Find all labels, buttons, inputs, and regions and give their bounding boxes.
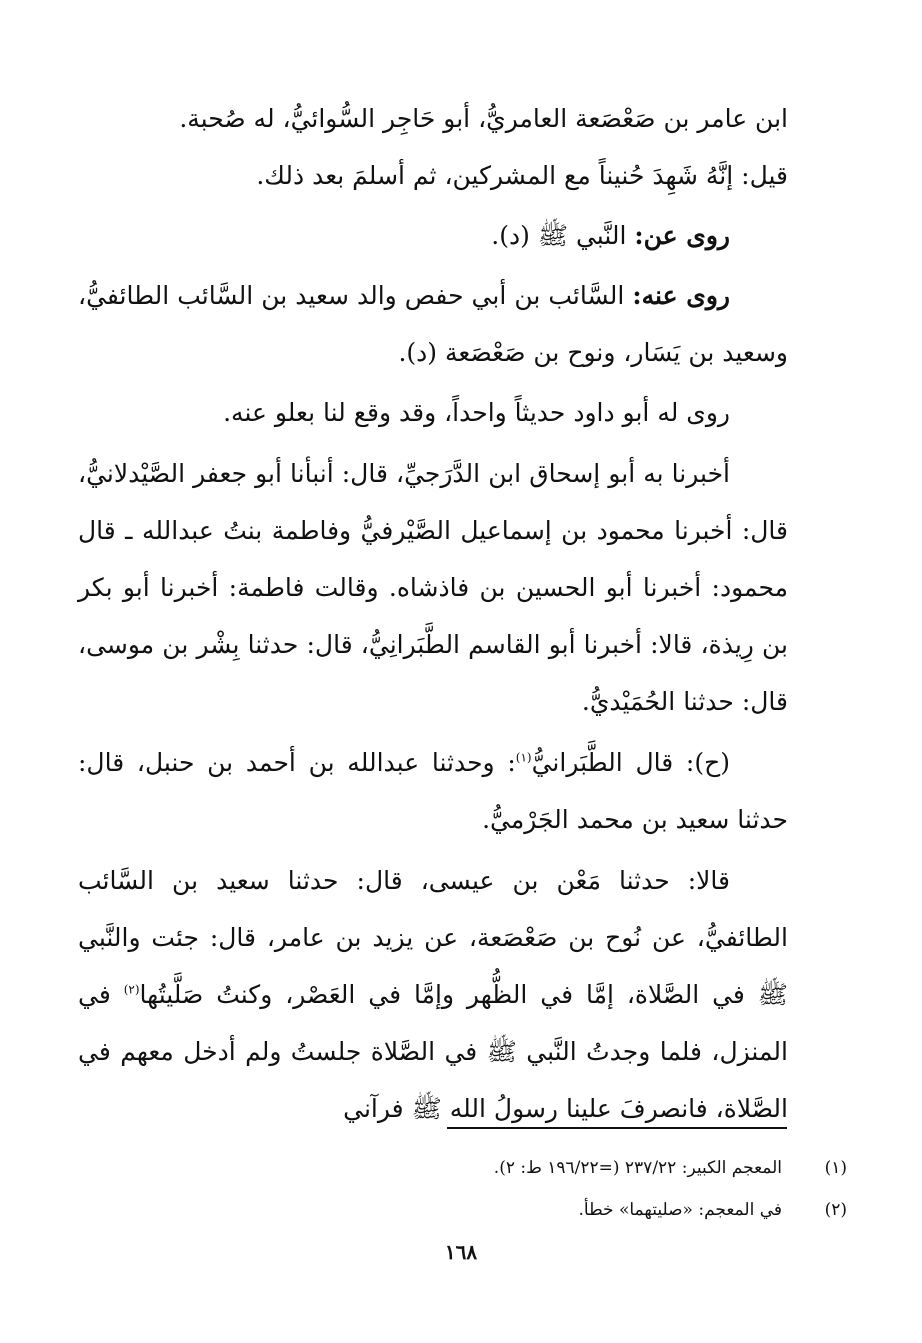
footnote-2-text: في المعجم: «صليتهما» خطأ. — [578, 1200, 782, 1220]
hadith-rest: في المنزل، فلما وجدتُ النَّبي ﷺ في الصَّلاة جلستُ ولم أدخل معهم في الصَّلاة، فانصرفَ علينا رسولُ الله ﷺ فرآني — [78, 980, 788, 1123]
hadith-start: قالا: حدثنا مَعْن بن عيسى، قال: حدثنا سعيد بن السَّائب الطائفيُّ، عن نُوح بن صَعْصَعة، عن يزيد بن عامر، قال: جئت والنَّبي ﷺ في الصَّلاة، إمَّا في الظُّهر وإمَّا في العَصْر، وكنتُ صَلَّيتُها — [78, 866, 788, 1009]
footnote-1 — [182, 1155, 847, 1181]
biography-line-2: قيل: إنَّهُ شَهِدَ حُنيناً مع المشركين، ثم أسلمَ بعد ذلك. — [256, 161, 788, 190]
second-isnad-rest: : وحدثنا عبدالله بن أحمد بن حنبل، قال: حدثنا سعيد بن محمد الجَرْميُّ. — [78, 748, 788, 834]
footnote-ref-1[interactable]: (١) — [515, 750, 532, 765]
narrators-text: السَّائب بن أبي حفص والد سعيد بن السَّائب الطائفيُّ، وسعيد بن يَسَار، ونوح بن صَعْصَعة (د). — [78, 281, 788, 367]
footnote-divider — [447, 1127, 787, 1129]
abu-dawud-text: روى له أبو داود حديثاً واحداً، وقد وقع لنا بعلو عنه. — [223, 398, 730, 427]
isnad-text: أخبرنا به أبو إسحاق ابن الدَّرَجيِّ، قال: أنبأنا أبو جعفر الصَّيْدلانيُّ، قال: أخبرنا محمود بن إسماعيل الصَّيْرفيُّ وفاطمة بنتُ عبدالله ـ قال محمود: أخبرنا أبو الحسين بن فاذشاه. وقالت فاطمة: أخبرنا أبو بكر بن رِيذة، قالا: أخبرنا أبو القاسم الطَّبَرانِيُّ، قال: حدثنا بِشْر بن موسى، قال: حدثنا الحُمَيْديُّ. — [78, 459, 788, 716]
narrated-from-text: النَّبي ﷺ (د). — [491, 221, 635, 250]
paragraph-hadith — [78, 852, 788, 1137]
paragraph-biography — [78, 90, 788, 204]
narrated-from-label: روى عن: — [634, 221, 730, 250]
paragraph-narrated-from — [78, 207, 788, 264]
second-isnad-start: (ح): قال الطَّبَرانيُّ — [531, 748, 730, 777]
biography-line-1: ابن عامر بن صَعْصَعة العامريُّ، أبو حَاجِر السُّوائيُّ، له صُحبة. — [179, 104, 788, 133]
footnote-2 — [182, 1197, 847, 1223]
paragraph-abu-dawud — [78, 384, 788, 441]
footnote-2-number: (٢) — [824, 1200, 847, 1220]
narrators-label: روى عنه: — [632, 281, 731, 310]
page-number: ١٦٨ — [444, 1240, 478, 1264]
footnote-1-text: المعجم الكبير: ٢٣٧/٢٢ (=١٩٦/٢٢ ط: ٢). — [493, 1158, 782, 1178]
footnote-1-number: (١) — [824, 1158, 847, 1178]
paragraph-narrators — [78, 267, 788, 381]
footnote-ref-2[interactable]: (٢) — [123, 982, 140, 997]
main-text — [78, 90, 788, 1137]
paragraph-second-isnad — [78, 734, 788, 848]
paragraph-isnad — [78, 445, 788, 730]
